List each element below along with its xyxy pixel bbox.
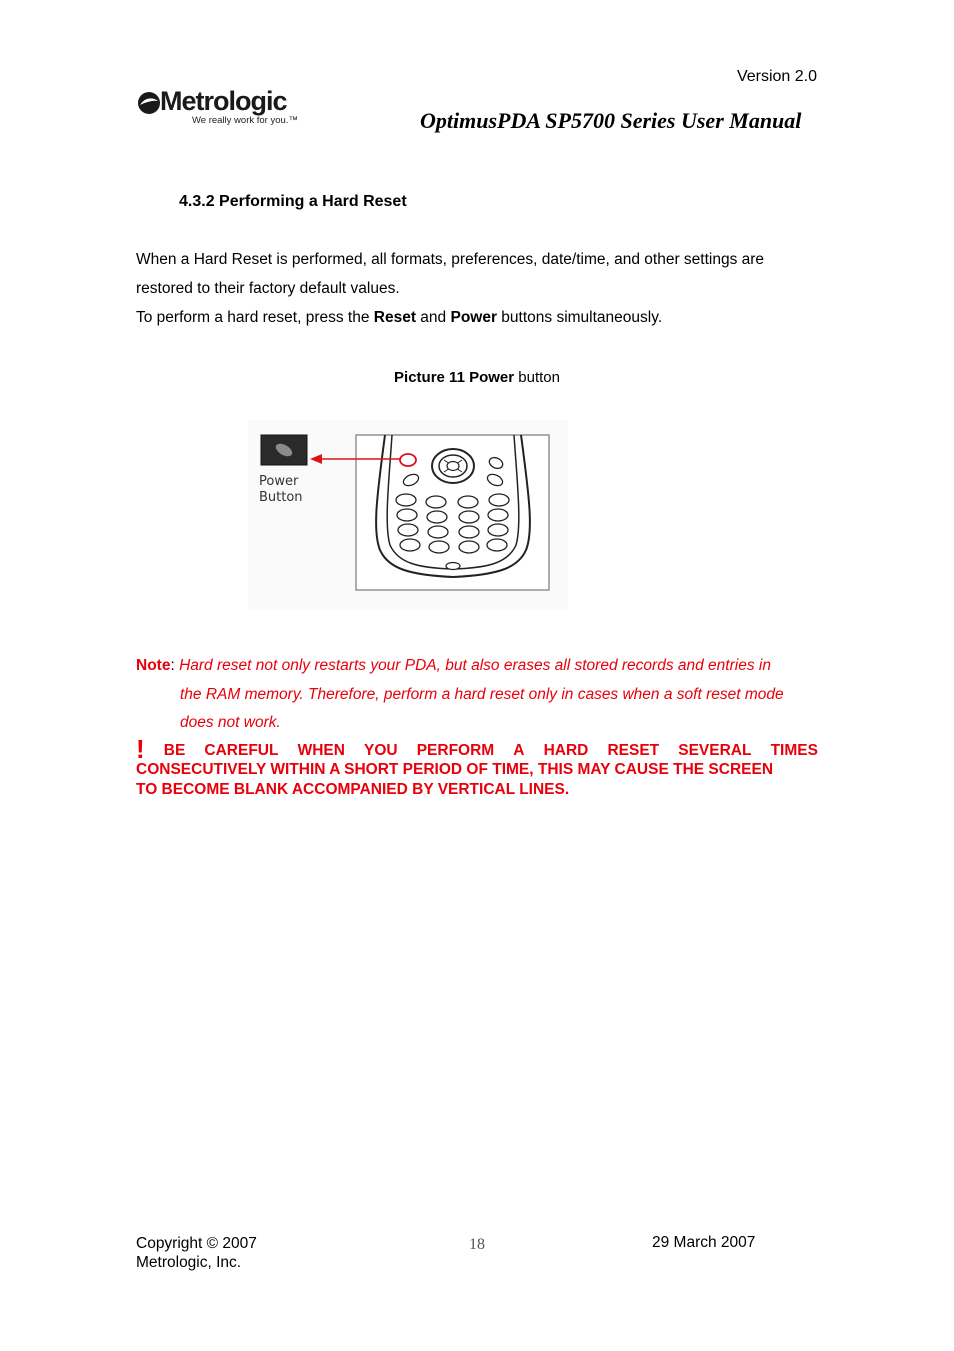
power-button-figure xyxy=(248,420,568,610)
warning-word: BE xyxy=(163,741,186,759)
logo-mark-icon xyxy=(136,90,162,116)
reset-keyword: Reset xyxy=(373,309,416,326)
warning-line3: TO BECOME BLANK ACCOMPANIED BY VERTICAL LINES. xyxy=(136,780,570,798)
manual-title: OptimusPDA SP5700 Series User Manual xyxy=(420,108,802,133)
logo-tagline: We really work for you.™ xyxy=(192,115,298,126)
version-label: Version 2.0 xyxy=(736,68,817,85)
phone-keypad-illustration xyxy=(248,420,568,610)
warning-word: RESET xyxy=(607,741,660,759)
note-label: Note xyxy=(136,657,171,674)
warning-word: YOU xyxy=(364,741,398,759)
company-name: Metrologic, Inc. xyxy=(136,1254,242,1271)
power-keyword: Power xyxy=(450,309,497,326)
figure-label-line1: Power xyxy=(259,474,299,489)
paragraph-line: When a Hard Reset is performed, all formats, preferences, date/time, and other settings are xyxy=(136,251,765,268)
warning-block xyxy=(136,734,818,799)
copyright-text: Copyright © 2007 xyxy=(136,1235,257,1252)
power-button-icon xyxy=(261,435,307,465)
warning-word: A xyxy=(513,741,525,759)
section-heading: 4.3.2 Performing a Hard Reset xyxy=(179,193,407,210)
warning-word: SEVERAL xyxy=(678,741,752,759)
note-text-line3: does not work. xyxy=(180,714,281,731)
warning-first-line xyxy=(136,734,818,764)
logo-wordmark: Metrologic xyxy=(160,86,287,116)
metrologic-logo xyxy=(136,86,316,130)
figure-label-line2: Button xyxy=(259,490,303,505)
instruction-text: buttons simultaneously. xyxy=(497,309,663,326)
note-text-line2: the RAM memory. Therefore, perform a hard reset only in cases when a soft reset mode xyxy=(180,685,784,703)
warning-word: CAREFUL xyxy=(204,741,279,759)
caption-rest: button xyxy=(514,369,560,386)
instruction-paragraph xyxy=(136,309,662,327)
page-number: 18 xyxy=(469,1236,485,1253)
warning-word: WHEN xyxy=(297,741,345,759)
caption-bold: Picture 11 Power xyxy=(394,369,515,386)
figure-caption xyxy=(0,369,954,386)
instruction-text: and xyxy=(416,309,451,326)
footer-date: 29 March 2007 xyxy=(652,1234,756,1251)
note-block xyxy=(136,652,826,738)
warning-word: HARD xyxy=(543,741,589,759)
note-text-line1: Hard reset not only restarts your PDA, but also erases all stored records and entries in xyxy=(174,657,771,674)
warning-word: TIMES xyxy=(770,741,818,759)
warning-word: PERFORM xyxy=(416,741,495,759)
instruction-text: To perform a hard reset, press the xyxy=(136,309,374,326)
note-colon: : xyxy=(170,657,175,674)
paragraph-line: restored to their factory default values. xyxy=(136,280,400,297)
warning-line2: CONSECUTIVELY WITHIN A SHORT PERIOD OF TIME, THIS MAY CAUSE THE SCREEN xyxy=(136,761,774,778)
warning-icon: ! xyxy=(136,734,145,764)
